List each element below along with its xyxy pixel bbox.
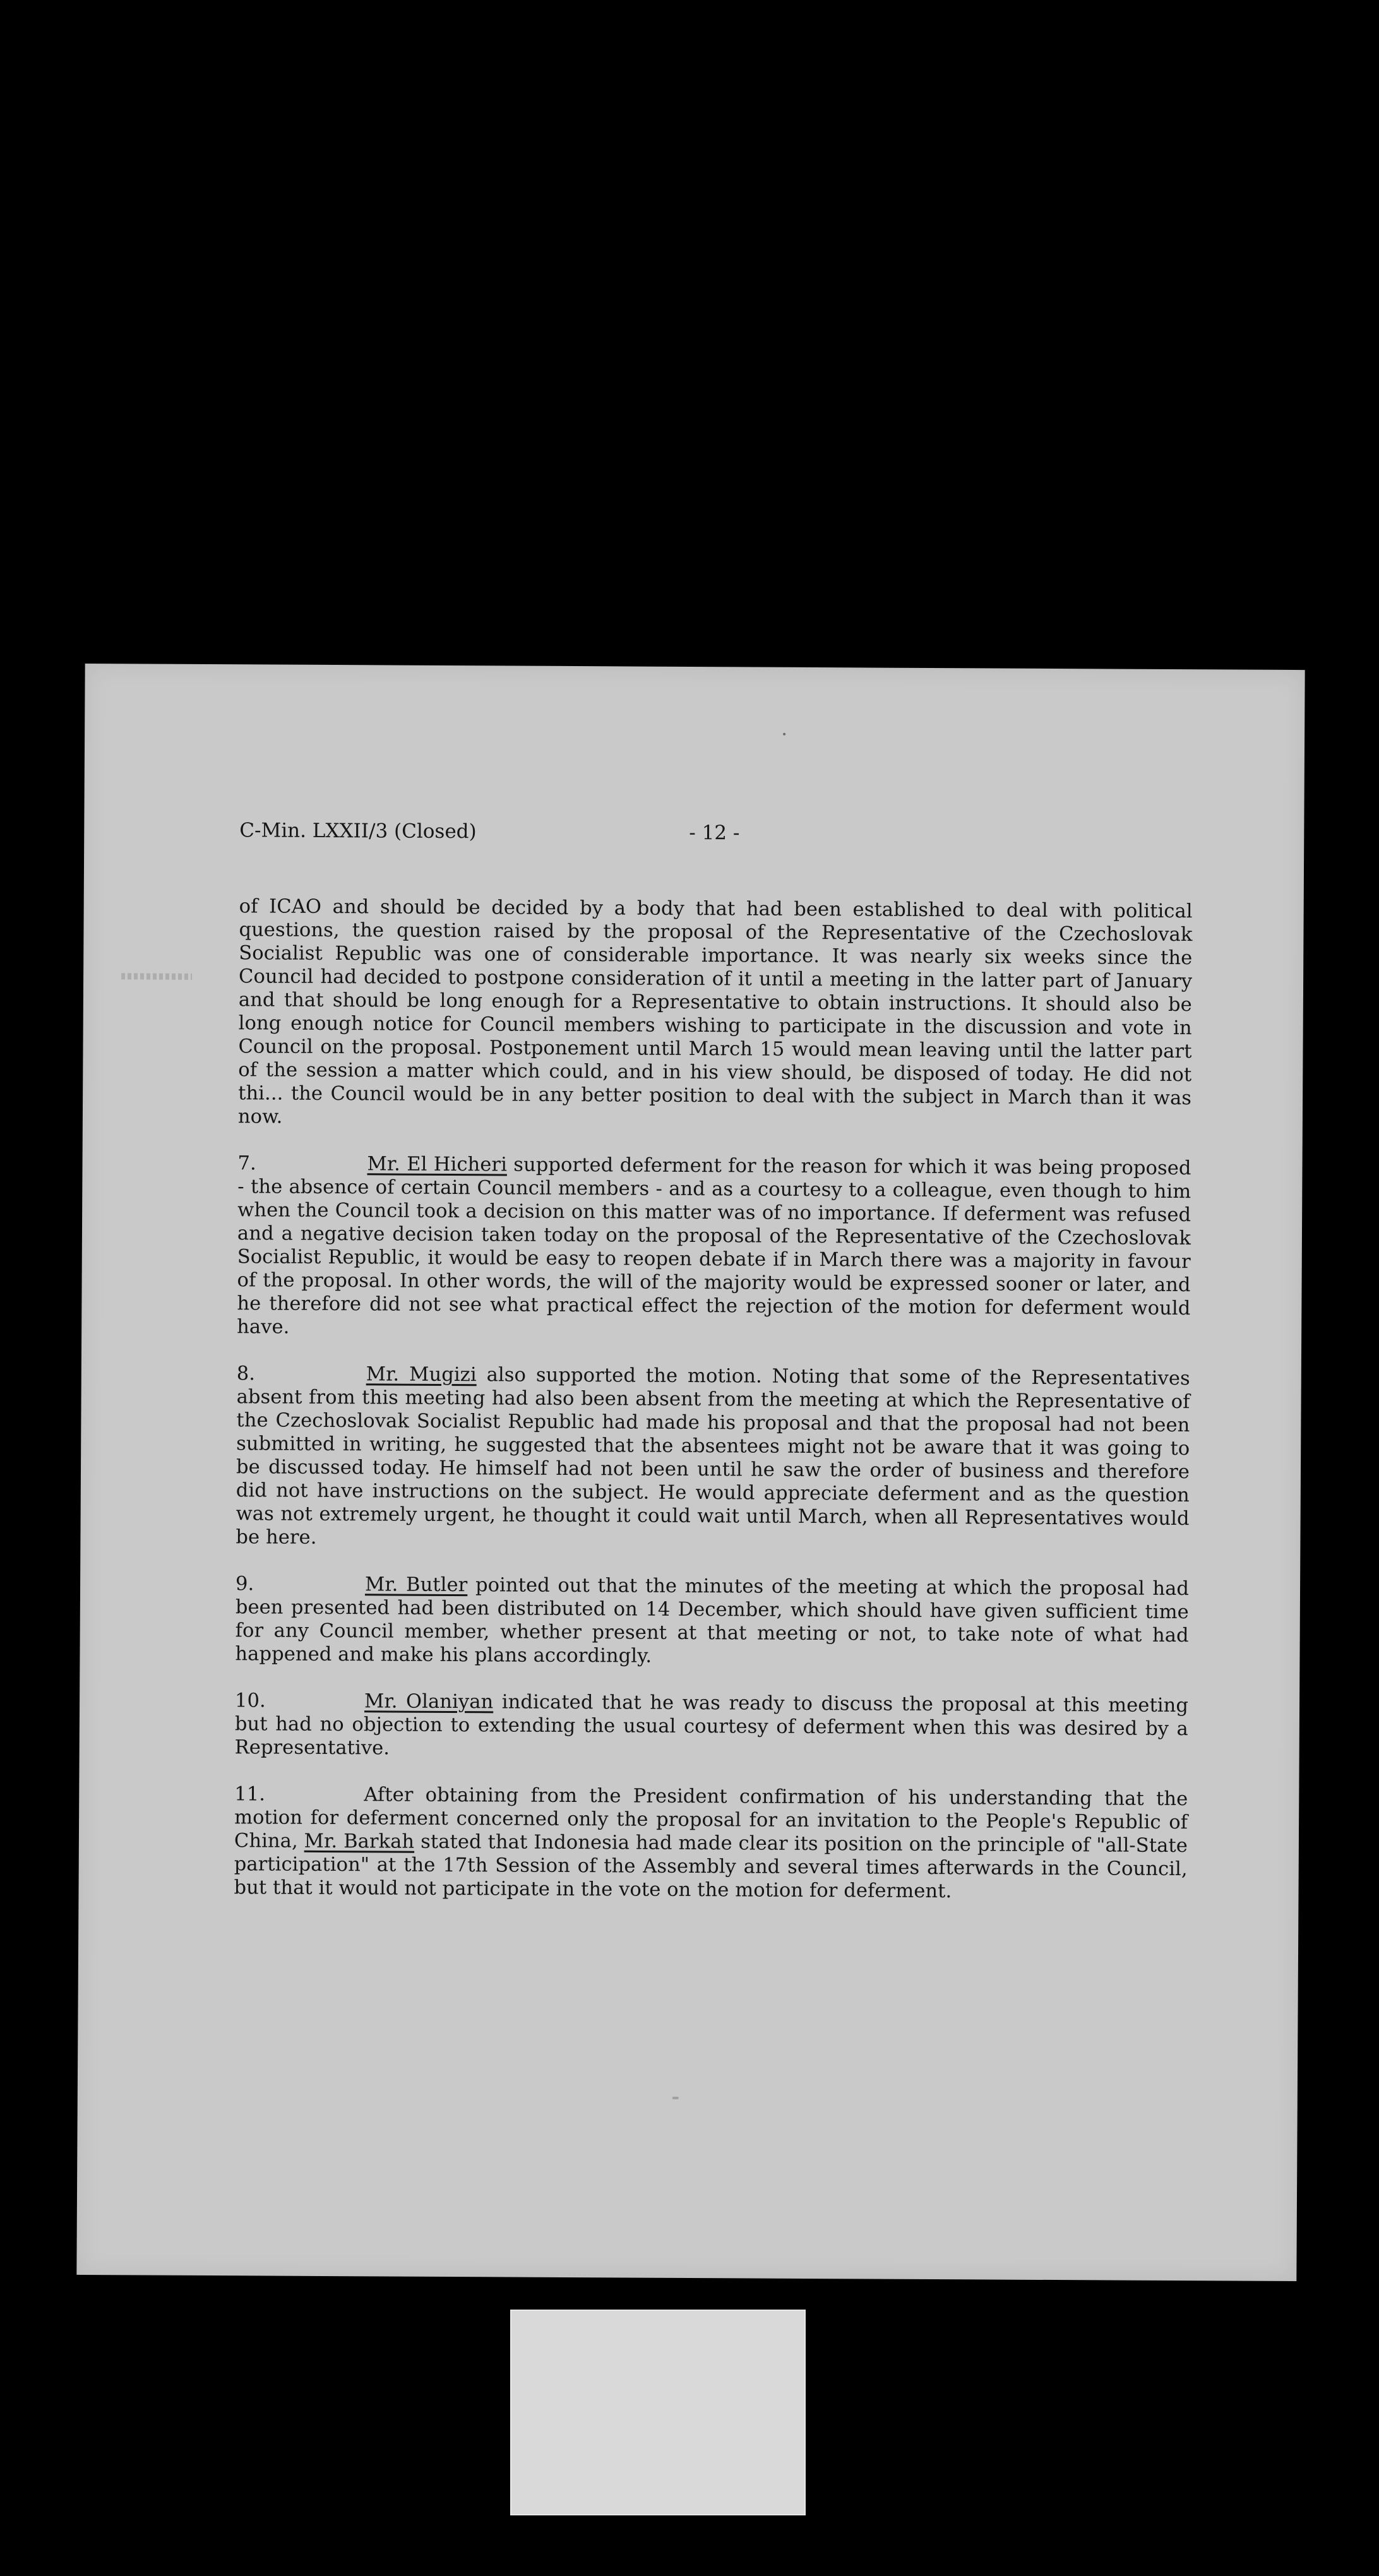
paragraph-8 — [236, 1362, 1190, 1554]
paragraph-number: 7. — [237, 1152, 256, 1175]
next-frame-strip — [510, 2310, 806, 2515]
paragraph-text: pointed out that the minutes of the meeting at which the proposal had been presented had been distributed on 14 December, which should have given sufficient time for any Council member, whether present at that meeting or not, to take note of what had happened and make his plans accordingly. — [235, 1574, 1190, 1667]
scan-speck — [672, 2097, 679, 2099]
faint-margin-mark — [121, 973, 192, 980]
speaker-name: Mr. Barkah — [304, 1830, 415, 1853]
paragraph-number: 9. — [235, 1573, 254, 1595]
paragraph-number: 11. — [234, 1783, 266, 1806]
paragraph-text: stated that Indonesia had made clear its position on the principle of "all-State participation" at the 17th Session of the Assembly and several times afterwards in the Council, but that it would not participate in the vote on the motion for deferment. — [234, 1830, 1188, 1903]
paragraph-lead-text: After obtaining from the President confirmation of his understanding that the motion for deferment concerned only the proposal for an invitation to the People's Republic of China, — [234, 1784, 1188, 1852]
speaker-name: Mr. Mugizi — [366, 1363, 477, 1386]
speaker-name: Mr. Butler — [364, 1573, 468, 1597]
paragraph-7 — [237, 1152, 1191, 1344]
speaker-name: Mr. El Hicheri — [367, 1153, 508, 1176]
scanned-document-page — [76, 664, 1304, 2281]
paragraph-10 — [235, 1689, 1189, 1764]
paragraph-11 — [234, 1782, 1188, 1904]
paragraph-text: indicated that he was ready to discuss the proposal at this meeting but had no objection to extending the usual courtesy of deferment when this was desired by a Representative. — [234, 1691, 1189, 1760]
paragraph-number: 8. — [236, 1363, 256, 1385]
continued-paragraph: of ICAO and should be decided by a body that had been established to deal with political questions, the question raised by the proposal of the Representative of the Czechoslovak Socialist Republic was one of considerable importance. It was nearly six weeks since the Council had decided to postpone consideration of it until a meeting in the latter part of January and that should be long enough for a Representative to obtain instructions. It should also be long enough notice for Council members wishing to participate in the discussion and vote in Council on the proposal. Postponement until March 15 would mean leaving until the latter part of the session a matter which could, and in his view should, be disposed of today. He did not thi... the Council would be in any better position to deal with the subject in March than it was now. — [237, 895, 1193, 1128]
page-header — [239, 819, 1092, 849]
paragraph-text: also supported the motion. Noting that some of the Representatives absent from this meeting had also been absent from the meeting at which the Representative of the Czechoslovak Socialist Republic had made his proposal and that the proposal had not been submitted in writing, he suggested that the absentees might not be aware that it was going to be discussed today. He himself had not been until he saw the order of business and therefore did not have instructions on the subject. He would appreciate deferment and as the question was not extremely urgent, he thought it could wait until March, when all Representatives would be here. — [236, 1364, 1190, 1549]
scan-speck — [783, 733, 785, 736]
document-reference: C-Min. LXXII/3 (Closed) — [239, 819, 477, 844]
speaker-name: Mr. Olaniyan — [364, 1690, 494, 1714]
page-number: - 12 - — [689, 821, 740, 845]
paragraph-9 — [235, 1572, 1189, 1671]
minutes-body — [234, 895, 1193, 1928]
paragraph-text: supported deferment for the reason for which it was being proposed - the absence of certain Council members - and as a courtesy to a colleague, even though to him when the Council took a decision on this matter was of no importance. If deferment was refused and a negative decision taken today on the proposal of the Representative of the Czechoslovak Socialist Republic, it would be easy to reopen debate if in March there was a majority in favour of the proposal. In other words, the will of the majority would be expressed sooner or later, and he therefore did not see what practical effect the rejection of the motion for deferment would have. — [237, 1154, 1191, 1339]
paragraph-number: 10. — [235, 1690, 266, 1712]
